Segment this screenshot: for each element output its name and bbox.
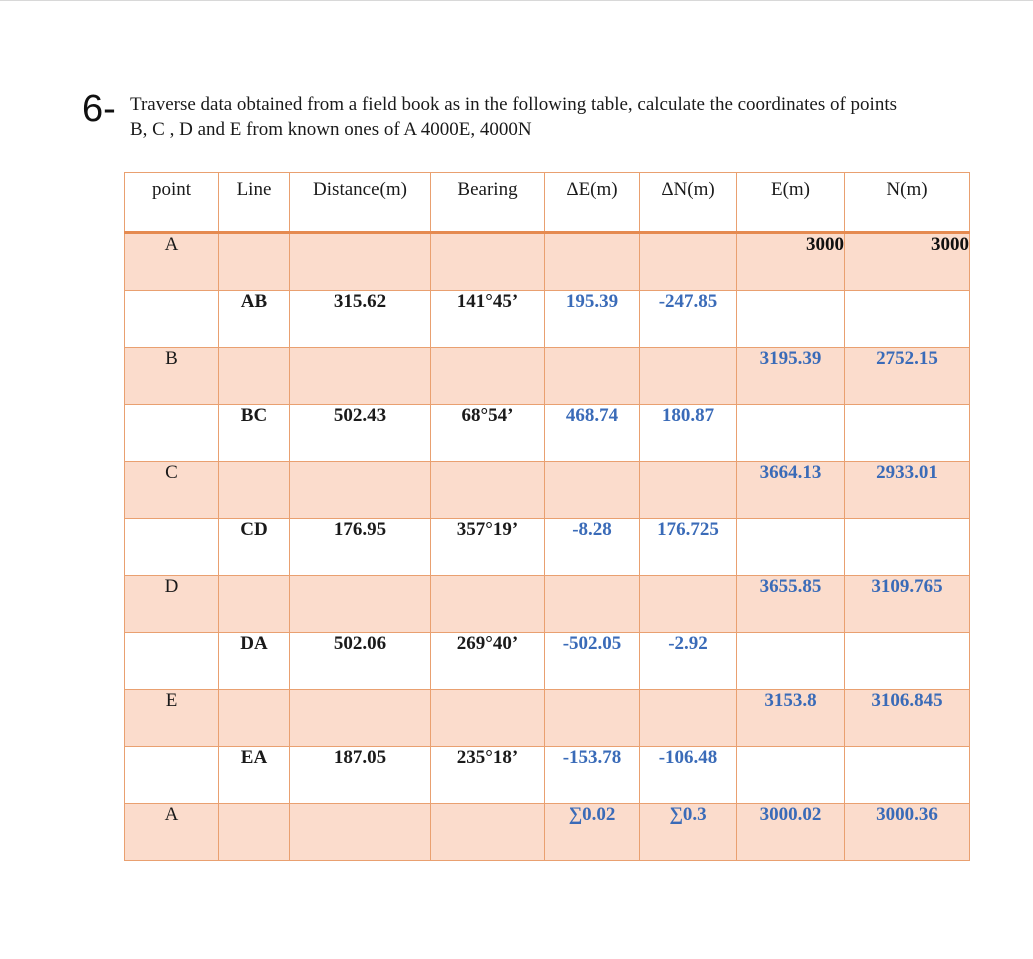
easting-value: 3153.8 (737, 690, 845, 747)
table-row-line-ea (125, 747, 970, 804)
empty-cell (219, 233, 290, 291)
empty-cell (125, 405, 219, 462)
point-name: A (125, 804, 219, 861)
delta-n-value: 176.725 (640, 519, 737, 576)
empty-cell (737, 291, 845, 348)
northing-value: 2933.01 (845, 462, 970, 519)
table-row-point-c (125, 462, 970, 519)
northing-value: 2752.15 (845, 348, 970, 405)
distance-value: 502.06 (290, 633, 431, 690)
bearing-value: 68°54’ (431, 405, 545, 462)
header-line: Line (219, 173, 290, 233)
empty-cell (845, 519, 970, 576)
empty-cell (431, 576, 545, 633)
table-row-line-bc (125, 405, 970, 462)
table-row-line-ab (125, 291, 970, 348)
traverse-table (124, 172, 970, 861)
table-row-point-a-closing (125, 804, 970, 861)
empty-cell (431, 233, 545, 291)
question-number: 6- (82, 88, 116, 130)
top-border-line (0, 0, 1033, 1)
empty-cell (290, 233, 431, 291)
easting-value: 3664.13 (737, 462, 845, 519)
delta-n-value: 180.87 (640, 405, 737, 462)
table-row-line-cd (125, 519, 970, 576)
empty-cell (290, 690, 431, 747)
empty-cell (737, 519, 845, 576)
question-text (130, 92, 1020, 142)
northing-value: 3000 (845, 233, 970, 291)
bearing-value: 235°18’ (431, 747, 545, 804)
question-line-2: B, C , D and E from known ones of A 4000E, 4000N (130, 119, 532, 140)
table-row-point-e (125, 690, 970, 747)
empty-cell (219, 804, 290, 861)
table-row-point-a (125, 233, 970, 291)
empty-cell (125, 291, 219, 348)
line-name: AB (219, 291, 290, 348)
empty-cell (845, 633, 970, 690)
bearing-value: 269°40’ (431, 633, 545, 690)
empty-cell (125, 519, 219, 576)
empty-cell (737, 633, 845, 690)
table-row-point-d (125, 576, 970, 633)
point-name: C (125, 462, 219, 519)
empty-cell (290, 462, 431, 519)
sum-delta-e: ∑0.02 (545, 804, 640, 861)
northing-value: 3109.765 (845, 576, 970, 633)
empty-cell (845, 747, 970, 804)
empty-cell (737, 405, 845, 462)
header-easting: E(m) (737, 173, 845, 233)
empty-cell (290, 348, 431, 405)
line-name: DA (219, 633, 290, 690)
header-delta-e: ΔE(m) (545, 173, 640, 233)
easting-value: 3195.39 (737, 348, 845, 405)
question-line-1: Traverse data obtained from a field book as in the following table, calculate the coordinates of points (130, 94, 897, 115)
empty-cell (431, 690, 545, 747)
point-name: E (125, 690, 219, 747)
empty-cell (640, 462, 737, 519)
easting-value: 3000 (737, 233, 845, 291)
empty-cell (290, 576, 431, 633)
empty-cell (640, 576, 737, 633)
empty-cell (545, 576, 640, 633)
sum-delta-n: ∑0.3 (640, 804, 737, 861)
point-name: A (125, 233, 219, 291)
empty-cell (219, 348, 290, 405)
empty-cell (845, 405, 970, 462)
empty-cell (640, 690, 737, 747)
delta-n-value: -106.48 (640, 747, 737, 804)
distance-value: 315.62 (290, 291, 431, 348)
header-bearing: Bearing (431, 173, 545, 233)
empty-cell (219, 690, 290, 747)
delta-e-value: 468.74 (545, 405, 640, 462)
empty-cell (545, 348, 640, 405)
empty-cell (290, 804, 431, 861)
empty-cell (125, 633, 219, 690)
delta-e-value: -8.28 (545, 519, 640, 576)
empty-cell (640, 233, 737, 291)
empty-cell (737, 747, 845, 804)
delta-e-value: -153.78 (545, 747, 640, 804)
distance-value: 502.43 (290, 405, 431, 462)
delta-n-value: -247.85 (640, 291, 737, 348)
empty-cell (545, 233, 640, 291)
empty-cell (640, 348, 737, 405)
empty-cell (545, 462, 640, 519)
easting-value: 3000.02 (737, 804, 845, 861)
empty-cell (431, 462, 545, 519)
line-name: CD (219, 519, 290, 576)
line-name: EA (219, 747, 290, 804)
bearing-value: 141°45’ (431, 291, 545, 348)
empty-cell (431, 804, 545, 861)
empty-cell (219, 462, 290, 519)
header-point: point (125, 173, 219, 233)
empty-cell (125, 747, 219, 804)
empty-cell (431, 348, 545, 405)
delta-n-value: -2.92 (640, 633, 737, 690)
point-name: D (125, 576, 219, 633)
northing-value: 3106.845 (845, 690, 970, 747)
header-distance: Distance(m) (290, 173, 431, 233)
delta-e-value: -502.05 (545, 633, 640, 690)
point-name: B (125, 348, 219, 405)
line-name: BC (219, 405, 290, 462)
header-northing: N(m) (845, 173, 970, 233)
empty-cell (845, 291, 970, 348)
delta-e-value: 195.39 (545, 291, 640, 348)
header-delta-n: ΔN(m) (640, 173, 737, 233)
bearing-value: 357°19’ (431, 519, 545, 576)
northing-value: 3000.36 (845, 804, 970, 861)
empty-cell (219, 576, 290, 633)
distance-value: 176.95 (290, 519, 431, 576)
header-row (125, 173, 970, 233)
table-row-line-da (125, 633, 970, 690)
easting-value: 3655.85 (737, 576, 845, 633)
table-row-point-b (125, 348, 970, 405)
distance-value: 187.05 (290, 747, 431, 804)
empty-cell (545, 690, 640, 747)
